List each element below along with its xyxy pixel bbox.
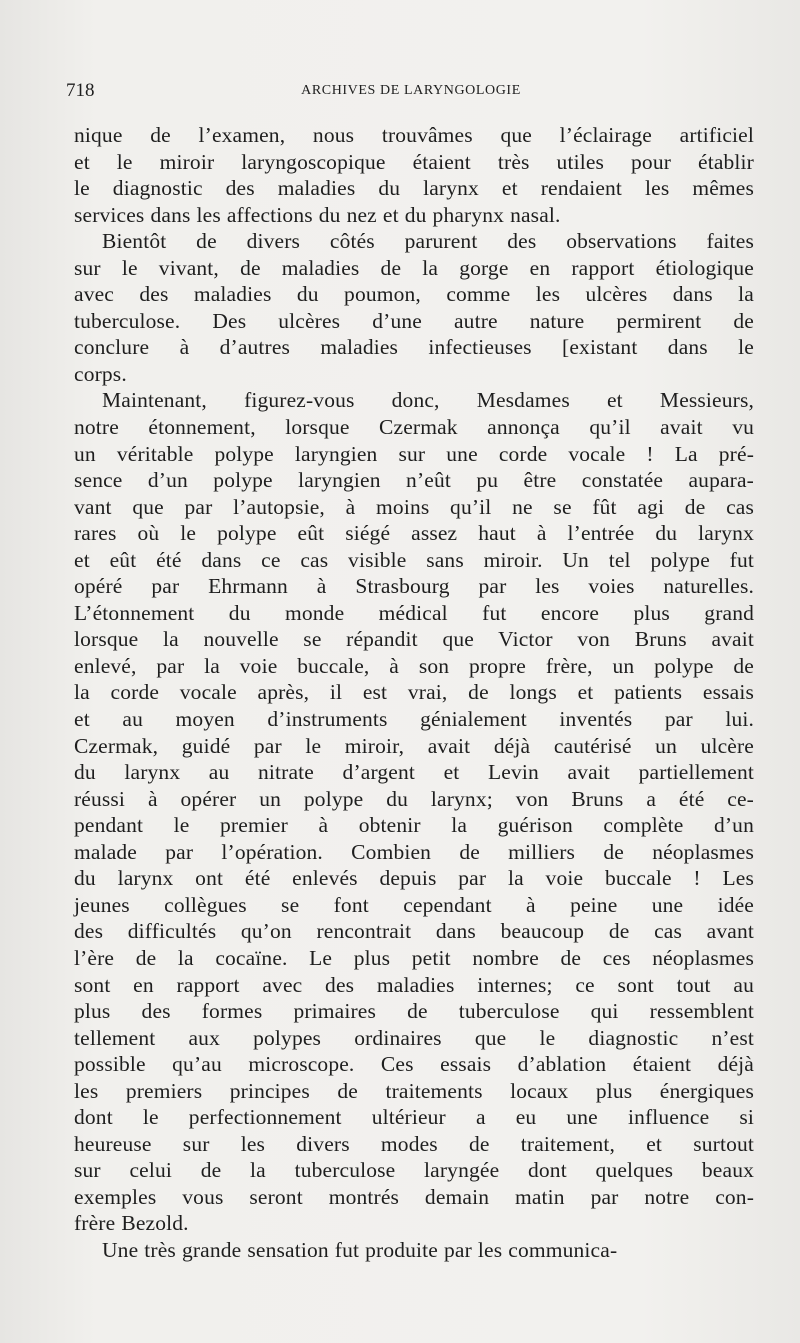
- text-line: opéré par Ehrmann à Strasbourg par les voies naturelles.: [74, 574, 754, 599]
- text-line: corps.: [74, 361, 127, 386]
- text-line: services dans les affections du nez et du pharynx nasal.: [74, 202, 561, 227]
- text-line: plus des formes primaires de tuberculose qui ressemblent: [74, 999, 754, 1024]
- text-line: et le miroir laryngoscopique étaient très utiles pour établir: [74, 149, 754, 174]
- text-line: la corde vocale après, il est vrai, de longs et patients essais: [74, 680, 754, 705]
- text-line: notre étonnement, lorsque Czermak annonça qu’il avait vu: [74, 415, 754, 440]
- text-line: frère Bezold.: [74, 1211, 189, 1236]
- text-line: Bientôt de divers côtés parurent des observations faites: [102, 229, 754, 254]
- text-line: enlevé, par la voie buccale, à son propre frère, un polype de: [74, 653, 754, 678]
- text-line: conclure à d’autres maladies infectieuses [existant dans le: [74, 335, 754, 360]
- text-line: lorsque la nouvelle se répandit que Victor von Bruns avait: [74, 627, 754, 652]
- text-line: dont le perfectionnement ultérieur a eu une influence si: [74, 1105, 754, 1130]
- text-line: et au moyen d’instruments génialement inventés par lui.: [74, 707, 754, 732]
- text-line: un véritable polype laryngien sur une corde vocale ! La pré-: [74, 441, 754, 466]
- text-line: sur celui de la tuberculose laryngée dont quelques beaux: [74, 1158, 754, 1183]
- text-line: réussi à opérer un polype du larynx; von Bruns a été ce-: [74, 786, 754, 811]
- text-line: nique de l’examen, nous trouvâmes que l’éclairage artificiel: [74, 123, 754, 147]
- text-line: les premiers principes de traitements locaux plus énergiques: [74, 1078, 754, 1103]
- text-line: possible qu’au microscope. Ces essais d’ablation étaient déjà: [74, 1052, 754, 1077]
- text-line: vant que par l’autopsie, à moins qu’il ne se fût agi de cas: [74, 494, 754, 519]
- text-line: du larynx ont été enlevés depuis par la voie buccale ! Les: [74, 866, 754, 891]
- text-line: l’ère de la cocaïne. Le plus petit nombre de ces néoplasmes: [74, 945, 754, 970]
- text-line: rares où le polype eût siégé assez haut à l’entrée du larynx: [74, 521, 754, 546]
- running-title: ARCHIVES DE LARYNGOLOGIE: [301, 83, 521, 98]
- text-line: Une très grande sensation fut produite par les communica-: [102, 1237, 618, 1262]
- text-line: le diagnostic des maladies du larynx et rendaient les mêmes: [74, 176, 754, 201]
- paragraph: [74, 387, 754, 1237]
- body-text: [74, 122, 754, 1264]
- text-line: heureuse sur les divers modes de traitement, et surtout: [74, 1131, 754, 1156]
- paragraph: [74, 1237, 754, 1264]
- text-line: sur le vivant, de maladies de la gorge en rapport étiologique: [74, 255, 754, 280]
- paragraph: [74, 228, 754, 387]
- text-line: sence d’un polype laryngien n’eût pu être constatée aupara-: [74, 468, 754, 493]
- page-number: 718: [66, 80, 95, 101]
- text-line: Czermak, guidé par le miroir, avait déjà cautérisé un ulcère: [74, 733, 754, 758]
- text-line: du larynx au nitrate d’argent et Levin avait partiellement: [74, 760, 754, 785]
- text-line: Maintenant, figurez-vous donc, Mesdames et Messieurs,: [102, 388, 754, 413]
- text-line: tuberculose. Des ulcères d’une autre nature permirent de: [74, 308, 754, 333]
- text-line: jeunes collègues se font cependant à peine une idée: [74, 892, 754, 917]
- text-line: et eût été dans ce cas visible sans miroir. Un tel polype fut: [74, 547, 754, 572]
- text-line: avec des maladies du poumon, comme les ulcères dans la: [74, 282, 754, 307]
- text-line: pendant le premier à obtenir la guérison complète d’un: [74, 813, 754, 838]
- text-line: L’étonnement du monde médical fut encore plus grand: [74, 600, 754, 625]
- text-line: exemples vous seront montrés demain matin par notre con-: [74, 1184, 754, 1209]
- text-line: sont en rapport avec des maladies internes; ce sont tout au: [74, 972, 754, 997]
- page-header: [66, 80, 736, 102]
- text-line: des difficultés qu’on rencontrait dans beaucoup de cas avant: [74, 919, 754, 944]
- text-line: tellement aux polypes ordinaires que le diagnostic n’est: [74, 1025, 754, 1050]
- paragraph: [74, 122, 754, 228]
- text-line: malade par l’opération. Combien de milliers de néoplasmes: [74, 839, 754, 864]
